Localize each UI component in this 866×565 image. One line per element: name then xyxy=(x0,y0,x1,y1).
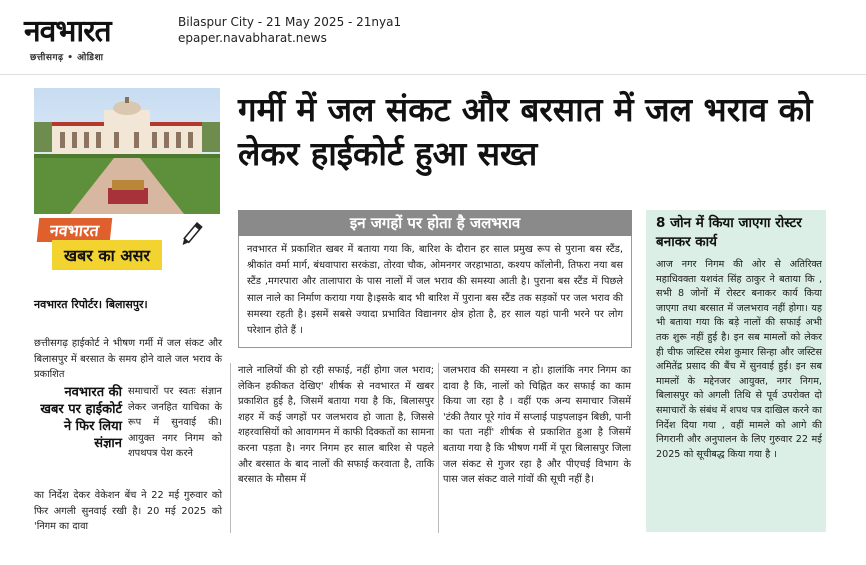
logo-subtitle: छत्तीसगढ़ • ओडिशा xyxy=(30,53,104,63)
story-column-2: नाले नालियों की हो रही सफाई, नहीं होगा जल भराव; लेकिन हकीकत देखिए' शीर्षक से नवभारत में खबर प्रकाशित हुई है, जिसमें बताया गया है कि, बिलासपुर शहर में कई जगहों पर जलभराव हो जाता है, जिससे शहरवासियों को आवागमन में काफी दिक्कतों का सामना करना पड़ता है। नगर निगम हर साल बारिश से पहले और बरसात के बाद नालों की सफाई करवाता है, ताकि बरसात के मौसम में xyxy=(238,365,434,486)
sidebar-text: आज नगर निगम की ओर से अतिरिक्त महाधिवक्ता यशवंत सिंह ठाकुर ने बताया कि , सभी 8 जोनों में रोस्टर बनाकर कार्य किया जाएगा तथा बरसात में जलभराव नहीं होगा। यह भी बताया गया कि बड़े नालों की सफाई अभी तक शुरू नहीं हुई है। इन सब मामलों को लेकर ही चीफ जस्टिस रमेश कुमार सिन्हा और जस्टिस अमितेंद्र प्रसाद की बैंच में सुनवाई हुई। इन सब मामलों के मद्देनजर आयुक्त, नगर निगम, बिलासपुर को अगली तिथि से पूर्व उपरोक्त दो समाचारों के संबंध में शपथ पत्र दाखिल करने का निर्देश दिया गया , वहीं मामले को आगे की निगरानी और अनुपालन के लिए गुरुवार 22 मई 2025 को सूचीबद्ध किया गया है । xyxy=(656,259,822,460)
pen-icon xyxy=(176,220,206,250)
box-title: इन जगहों पर होता है जलभराव xyxy=(238,210,632,236)
high-court-photo xyxy=(34,88,220,214)
edition-info xyxy=(178,14,401,46)
edition-date-line: Bilaspur City - 21 May 2025 - 21nya1 xyxy=(178,15,402,29)
newspaper-logo: नवभारत xyxy=(24,14,111,49)
pull-quote: नवभारत की खबर पर हाईकोर्ट ने फिर लिया संज्ञान xyxy=(40,385,122,451)
badge-impact-label: खबर का असर xyxy=(52,240,162,270)
masthead-divider xyxy=(0,74,866,75)
column-divider xyxy=(230,363,231,533)
story-column-1b: समाचारों पर स्वतः संज्ञान लेकर जनहित याचिका के रूप में सुनवाई की। आयुक्त नगर निगम को शपथपत्र पेश करने xyxy=(128,386,222,460)
column-divider xyxy=(438,363,439,533)
badge-brand-label: नवभारत xyxy=(37,218,112,242)
byline: नवभारत रिपोर्टर। बिलासपुर। xyxy=(34,298,148,311)
story-column-1c: का निर्देश देकर वेकेशन बेंच ने 22 मई गुरुवार को फिर अगली सुनवाई रखी है। 20 मई 2025 को 'निगम का दावा xyxy=(34,490,222,533)
story-lead: छत्तीसगढ़ हाईकोर्ट ने भीषण गर्मी में जल संकट और बिलासपुर में बरसात के समय होने वाले जल भराव के प्रकाशित xyxy=(34,338,222,381)
edition-url[interactable]: epaper.navabharat.news xyxy=(178,31,327,45)
main-headline: गर्मी में जल संकट और बरसात में जल भराव को लेकर हाईकोर्ट हुआ सख्त xyxy=(238,90,813,173)
box-text: नवभारत में प्रकाशित खबर में बताया गया कि, बारिश के दौरान हर साल प्रमुख रूप से पुराना बस स्टैंड, श्रीकांत वर्मा मार्ग, बंधवापारा सरकंडा, तोरवा चौक, ओमनगर जरहाभाठा, कश्यप कॉलोनी, तिफरा नया बस स्टैंड ,मगरपारा और तालापारा के पास नालों में जल भराव की समस्या आती है। पुराना बस स्टैंड में पिछले साल नाले का निर्माण कराया गया है।इसके बाद भी बारिश में पुराना बस स्टैंड तक सड़कों पर जल भराव की समस्या रहती है। इसमें सबसे ज्यादा प्रभावित विद्यानगर क्षेत्र होता है, हर साल यहां पानी भरने पर लोग परेशान होते हैं । xyxy=(238,236,632,348)
sidebar-title: 8 जोन में किया जाएगा रोस्टर बनाकर कार्य xyxy=(656,215,802,250)
story-column-3: जलभराव की समस्या न हो। हालांकि नगर निगम का दावा है कि, नालों को चिह्नित कर सफाई का काम किया जा रहा है । वहीं एक अन्य समाचार जिसमें 'टंकी तैयार पूरे गांव में सप्लाई पाइपलाइन बिछी, पानी का पता नहीं' शीर्षक से प्रकाशित हुआ है जिसमें बताया गया है कि भीषण गर्मी में पूरा बिलासपुर जिला जल संकट से गुजर रहा है और पीएचई विभाग के पास जल संकट वाले गांवों की सूची नहीं है। xyxy=(443,365,631,486)
